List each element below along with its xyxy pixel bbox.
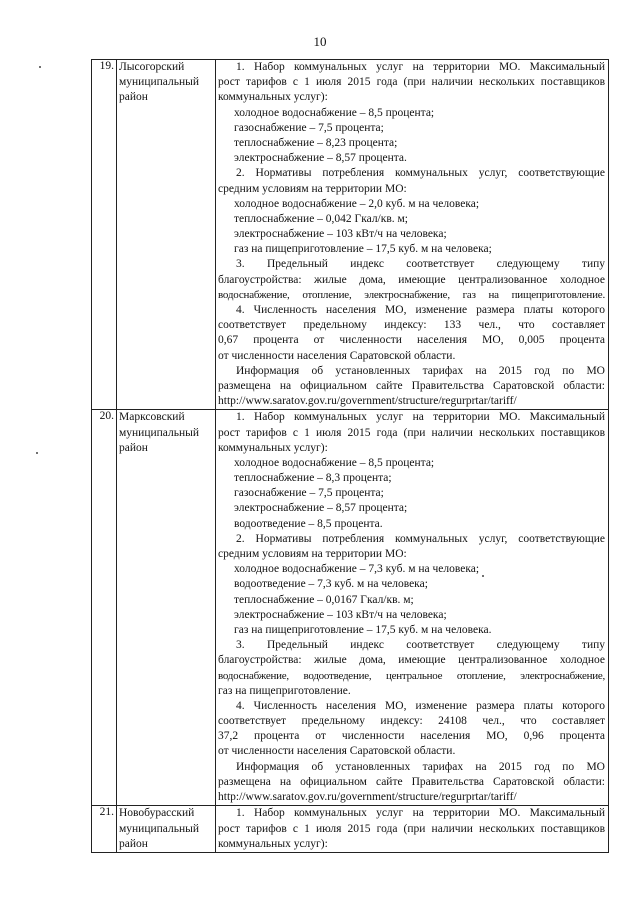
- page-number: 10: [313, 34, 327, 49]
- paragraph-line: Информация об установленных тарифах на 2015 год по МО: [236, 364, 605, 377]
- scan-speck: [39, 66, 41, 68]
- list-line: электроснабжение – 8,57 процента;: [234, 502, 408, 515]
- list-line: холодное водоснабжение – 8,5 процента;: [234, 456, 435, 469]
- district-name-line: район: [119, 837, 148, 850]
- list-line: газ на пищеприготовление – 17,5 куб. м на человека;: [234, 243, 492, 256]
- district-description: [216, 410, 609, 806]
- tariff-link[interactable]: http://www.saratov.gov.ru/government/structure/regurprtar/tariff/: [218, 395, 517, 408]
- list-line: газоснабжение – 7,5 процента;: [234, 487, 384, 500]
- paragraph-line: коммунальных услуг):: [218, 91, 328, 104]
- list-line: водоотведение – 8,5 процента.: [234, 517, 383, 530]
- paragraph-line: 3. Предельный индекс соответствует следующему типу: [236, 258, 605, 271]
- list-line: теплоснабжение – 8,23 процента;: [234, 136, 398, 149]
- row-number: 21.: [92, 806, 117, 853]
- list-line: электроснабжение – 103 кВт/ч на человека;: [234, 608, 447, 621]
- paragraph-line: благоустройства: жилые дома, имеющие централизованное холодное: [218, 654, 605, 667]
- district-description: [216, 60, 609, 410]
- tariff-table: [91, 59, 609, 853]
- table-row: [92, 410, 609, 806]
- paragraph-line: рост тарифов с 1 июля 2015 года (при наличии нескольких поставщиков: [218, 426, 605, 439]
- paragraph-line: 4. Численность населения МО, изменение размера платы которого: [236, 304, 605, 316]
- list-line: электроснабжение – 8,57 процента.: [234, 152, 407, 165]
- list-line: газоснабжение – 7,5 процента;: [234, 121, 384, 134]
- district-description: [216, 806, 609, 853]
- list-line: теплоснабжение – 0,042 Гкал/кв. м;: [234, 212, 408, 225]
- paragraph-line: 2. Нормативы потребления коммунальных услуг, соответствующие: [236, 532, 605, 545]
- list-line: холодное водоснабжение – 7,3 куб. м на человека;: [234, 563, 480, 576]
- district-name-line: Новобурасский: [119, 807, 195, 820]
- row-number: 20.: [92, 410, 117, 806]
- paragraph-line: средним условиям на территории МО:: [218, 182, 407, 195]
- list-line: газ на пищеприготовление – 17,5 куб. м на человека.: [234, 623, 492, 636]
- paragraph-line: коммунальных услуг):: [218, 837, 328, 850]
- paragraph-line: от численности населения Саратовской области.: [218, 349, 456, 362]
- district-name: [117, 410, 216, 806]
- paragraph-line: коммунальных услуг):: [218, 441, 328, 454]
- table-row: [92, 806, 609, 853]
- paragraph-line: 3. Предельный индекс соответствует следующему типу: [236, 639, 605, 652]
- paragraph-line: рост тарифов с 1 июля 2015 года (при наличии нескольких поставщиков: [218, 76, 605, 89]
- scan-speck: [482, 575, 484, 577]
- paragraph-line: 1. Набор коммунальных услуг на территории МО. Максимальный: [236, 807, 605, 820]
- scan-speck: [36, 452, 38, 454]
- paragraph-line: 4. Численность населения МО, изменение размера платы которого: [236, 699, 605, 712]
- paragraph-line: 2. Нормативы потребления коммунальных услуг, соответствующие: [236, 167, 605, 180]
- district-name-line: муниципальный: [119, 426, 200, 439]
- paragraph-line: средним условиям на территории МО:: [218, 548, 407, 560]
- row-number: 19.: [92, 60, 117, 410]
- paragraph-line: благоустройства: жилые дома, имеющие централизованное холодное: [218, 273, 605, 286]
- district-name: [117, 60, 216, 410]
- paragraph-line: соответствует предельному индексу: 133 чел., что составляет: [218, 319, 605, 332]
- paragraph-line: рост тарифов с 1 июля 2015 года (при наличии нескольких поставщиков: [218, 822, 605, 835]
- list-line: холодное водоснабжение – 2,0 куб. м на человека;: [234, 197, 480, 210]
- paragraph-line: газ на пищеприготовление.: [218, 684, 351, 697]
- paragraph-line: 1. Набор коммунальных услуг на территории МО. Максимальный: [236, 411, 605, 424]
- list-line: холодное водоснабжение – 8,5 процента;: [234, 106, 435, 119]
- paragraph-line: 37,2 процента от численности населения МО, 0,96 процента: [218, 730, 605, 743]
- paragraph-line: размещена на официальном сайте Правительства Саратовской области:: [218, 379, 605, 392]
- district-name-line: район: [119, 91, 148, 104]
- paragraph-line: от численности населения Саратовской области.: [218, 745, 456, 758]
- table-row: [92, 60, 609, 410]
- paragraph-line: 0,67 процента от численности населения МО, 0,005 процента: [218, 334, 605, 347]
- list-line: электроснабжение – 103 кВт/ч на человека;: [234, 228, 447, 241]
- paragraph-line: соответствует предельному индексу: 24108 чел., что составляет: [218, 715, 605, 728]
- list-line: водоотведение – 7,3 куб. м на человека;: [234, 578, 428, 591]
- paragraph-line: водоснабжение, водоотведение, центральное отопление, электроснабжение,: [218, 669, 605, 682]
- district-name-line: муниципальный: [119, 76, 200, 89]
- list-line: теплоснабжение – 0,0167 Гкал/кв. м;: [234, 593, 414, 606]
- paragraph-line: размещена на официальном сайте Правительства Саратовской области:: [218, 775, 605, 788]
- tariff-link[interactable]: http://www.saratov.gov.ru/government/structure/regurprtar/tariff/: [218, 791, 517, 803]
- district-name-line: Марксовский: [119, 411, 185, 424]
- paragraph-line: 1. Набор коммунальных услуг на территории МО. Максимальный: [236, 61, 605, 73]
- district-name: [117, 806, 216, 853]
- district-name-line: муниципальный: [119, 822, 200, 835]
- paragraph-line: водоснабжение, отопление, электроснабжение, газ на пищеприготовление.: [218, 288, 605, 301]
- paragraph-line: Информация об установленных тарифах на 2015 год по МО: [236, 760, 605, 773]
- list-line: теплоснабжение – 8,3 процента;: [234, 472, 392, 485]
- district-name-line: Лысогорский: [119, 61, 185, 73]
- district-name-line: район: [119, 441, 148, 454]
